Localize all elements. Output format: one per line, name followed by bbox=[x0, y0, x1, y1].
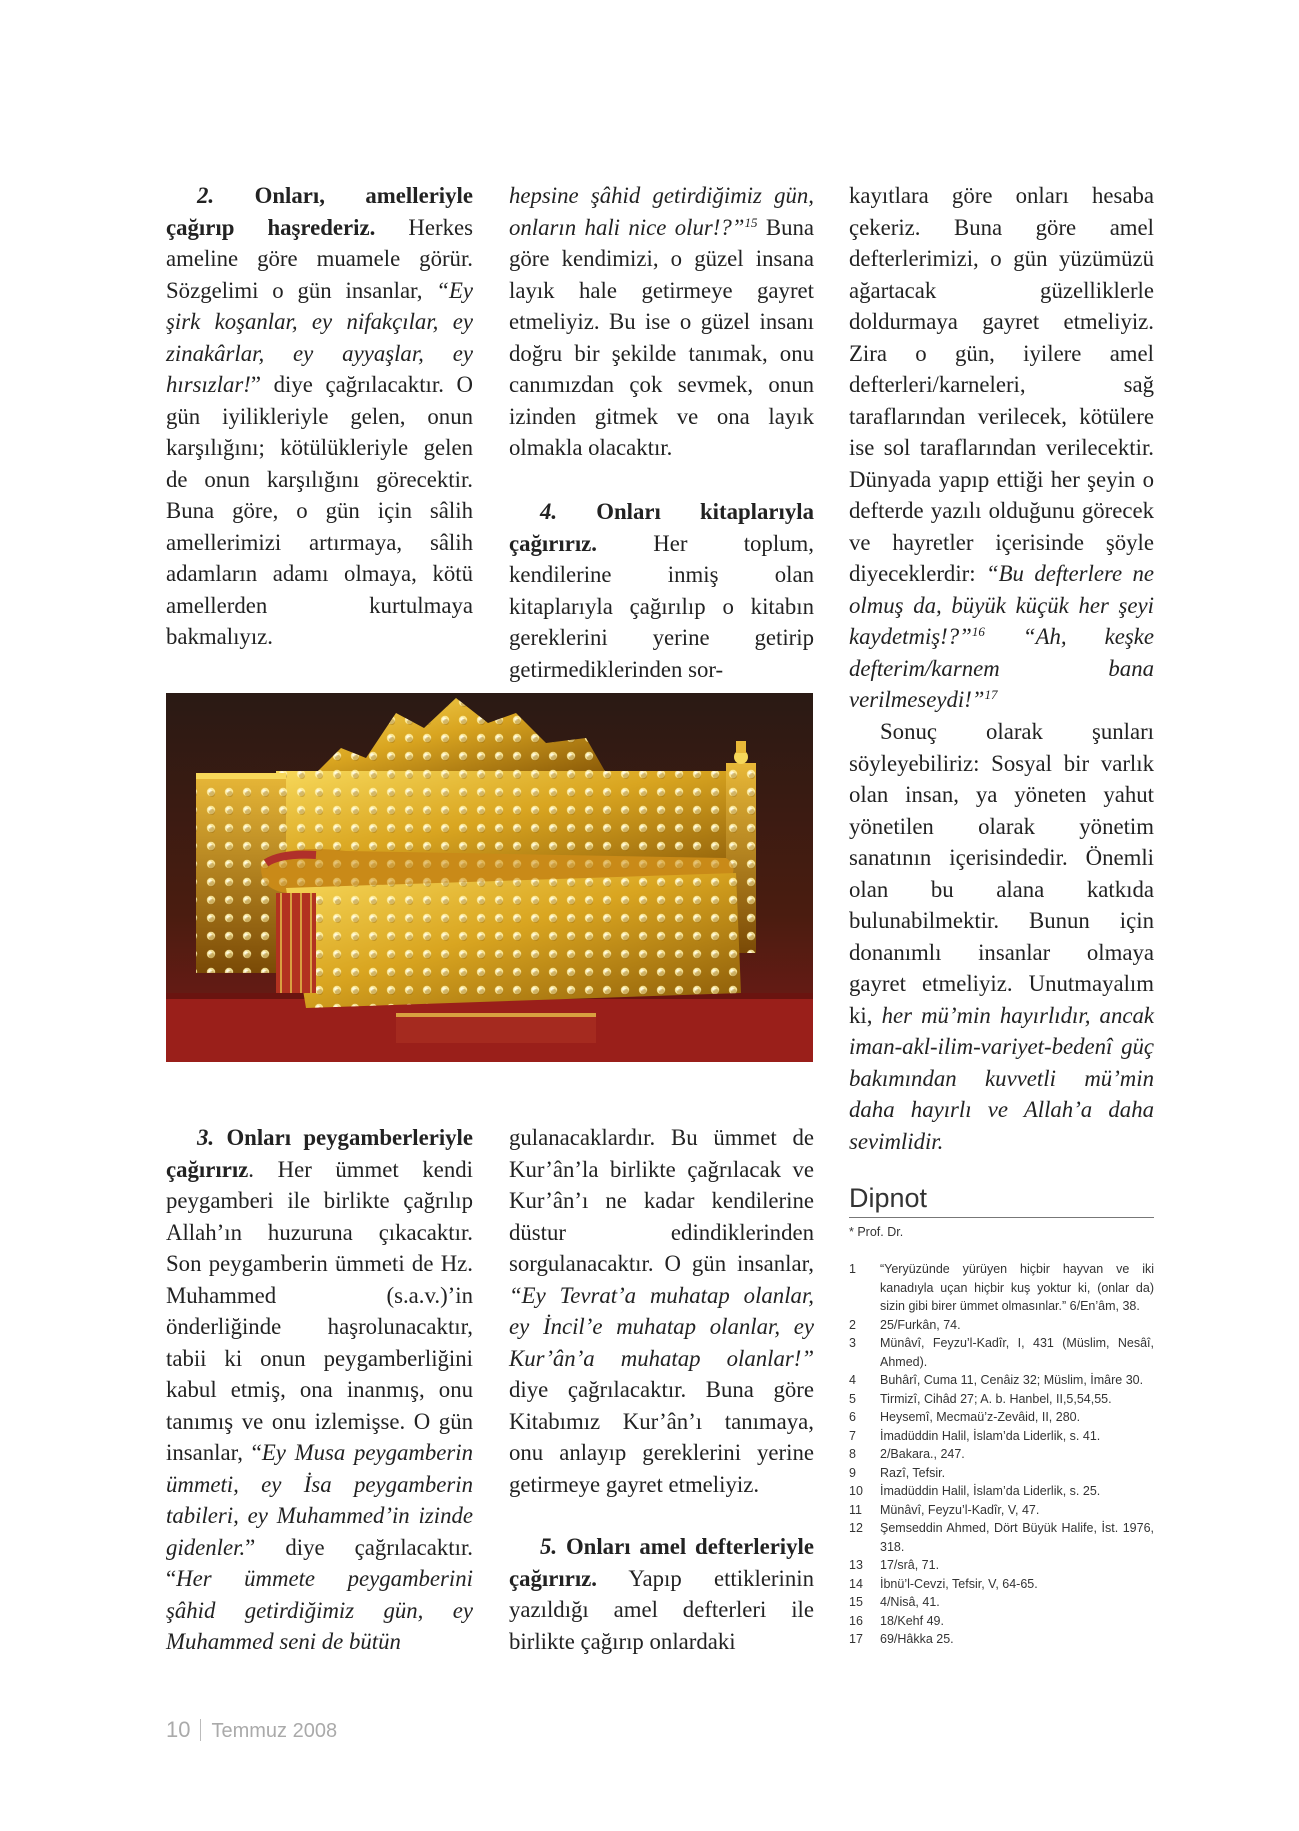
footnote-item bbox=[849, 1408, 1154, 1427]
section-2-quote: “Ey şirk koşanlar, ey nifakçılar, ey zinakârlar, ey ayyaşlar, ey hırsızlar! bbox=[166, 277, 473, 397]
footnote-item bbox=[849, 1501, 1154, 1520]
footnote-text: 2/Bakara., 247. bbox=[880, 1447, 965, 1461]
footnote-number: 7 bbox=[849, 1428, 856, 1443]
footnote-text: 25/Furkân, 74. bbox=[880, 1317, 961, 1332]
section-2 bbox=[166, 180, 473, 653]
section-4-text: Her toplum, kendilerine inmiş olan kitaplarıyla çağırılıp o kitabın gereklerini yerine getirip getirmediklerinden sor- bbox=[509, 530, 814, 682]
footnote-item bbox=[849, 1334, 1154, 1371]
footnote-number: 14 bbox=[849, 1576, 863, 1591]
col2-bottom-text-1: gulanacaklardır. Bu ümmet de Kur’ân’la birlikte çağrılacak ve Kur’ân’ı ne kadar kendilerine düstur edindiklerinden sorgulanacaktır. O gün insanlar, bbox=[509, 1125, 814, 1276]
issue-date: Temmuz 2008 bbox=[211, 1720, 338, 1742]
col2-bottom-paragraph bbox=[509, 1122, 814, 1500]
page-footer bbox=[166, 1717, 337, 1743]
footnote-text: 69/Hâkka 25. bbox=[880, 1632, 954, 1646]
footnote-text: Tirmizî, Cihâd 27; A. b. Hanbel, II,5,54,55. bbox=[880, 1391, 1112, 1406]
footnote-number: 17 bbox=[849, 1632, 863, 1646]
footnote-number: 3 bbox=[849, 1336, 856, 1350]
footnote-ref-16: 16 bbox=[971, 624, 985, 639]
section-5-number: 5. bbox=[540, 1534, 558, 1559]
footnote-text: İmadüddin Halil, İslam’da Liderlik, s. 25. bbox=[880, 1484, 1101, 1498]
footnote-item bbox=[849, 1593, 1154, 1612]
footnote-number: 5 bbox=[849, 1391, 856, 1406]
section-3-text-2: ” diye çağrılacaktır. “ bbox=[166, 1534, 473, 1591]
section-5-heading: Onları amel defterleriyle çağırırız. bbox=[509, 1534, 814, 1591]
golden-throne-photo bbox=[166, 693, 813, 1062]
footnote-text: Razî, Tefsir. bbox=[880, 1465, 946, 1480]
dipnot-rule bbox=[849, 1217, 1154, 1218]
dipnot-title: Dipnot bbox=[849, 1183, 928, 1213]
section-3-heading: Onları peygamberleriyle çağırırız bbox=[166, 1125, 474, 1182]
section-2-text-1: Herkes ameline göre muamele görür. Sözgelimi o gün insanlar, bbox=[166, 214, 473, 303]
section-5 bbox=[509, 1531, 814, 1657]
section-4 bbox=[509, 496, 814, 685]
footnote-number: 9 bbox=[849, 1465, 856, 1480]
col3-quote-2: “Ah, keşke defterim/karnem bana verilmeseydi!” bbox=[849, 624, 1154, 712]
col2-text-1: Buna göre kendimizi, o güzel insana layık hale getirmeye gayret etmeliyiz. Bu ise o güzel insanı doğru bir şekilde tanımak, onu canımızdan çok sevmek, onun izinden gitmek ve ona layık olmakla olacaktır. bbox=[509, 214, 814, 460]
section-3-quote-2: Her ümmete peygamberini şâhid getirdiğimiz gün, ey Muhammed seni de bütün bbox=[166, 1566, 473, 1654]
footer-divider bbox=[200, 1719, 201, 1741]
section-4-number: 4. bbox=[540, 499, 558, 524]
footnote-item bbox=[849, 1316, 1154, 1335]
conclusion-quote: her mü’min hayırlıdır, ancak iman-akl-ilim-variyet-bedenî güç bakımından kuvvetli mü’min daha hayırlı ve Allah’a daha sevimlidir. bbox=[849, 1002, 1154, 1154]
conclusion-text: Sonuç olarak şunları söyleyebiliriz: Sosyal bir varlık olan insan, ya yöneten yahut yönetilen olarak yönetim sanatının içerisindedir. Önemli olan bu alana katkıda bulunabilmektir. Bunun için donanımlı insanlar olmaya gayret etmeliyiz. Unutmayalım ki, bbox=[849, 719, 1154, 1028]
footnote-item bbox=[849, 1260, 1154, 1316]
footnote-item bbox=[849, 1630, 1154, 1649]
footnote-number: 1 bbox=[849, 1262, 856, 1276]
section-2-heading: Onları, amelleriyle çağırıp haşrederiz. bbox=[166, 183, 473, 240]
col2-top-paragraph bbox=[509, 180, 814, 464]
footnote-number: 2 bbox=[849, 1317, 856, 1332]
footnote-item bbox=[849, 1427, 1154, 1446]
footnote-text: 18/Kehf 49. bbox=[880, 1613, 944, 1628]
footnote-text: “Yeryüzünde yürüyen hiçbir hayvan ve iki kanadıyla uçan hiçbir kuş yoktur ki, (onlar da) sizin gibi birer ümmet olmasınlar.” 6/En’âm, 38. bbox=[880, 1262, 1154, 1313]
footnote-text: Şemseddin Ahmed, Dört Büyük Halife, İst. 1976, 318. bbox=[880, 1521, 1154, 1554]
section-3-quote-1: Ey Musa peygamberin ümmeti, ey İsa peygamberin tabileri, ey Muhammed’in izinde gidenler. bbox=[166, 1440, 473, 1560]
footnote-number: 11 bbox=[849, 1502, 862, 1517]
footnote-item bbox=[849, 1612, 1154, 1631]
footnote-number: 6 bbox=[849, 1410, 856, 1424]
footnote-text: İmadüddin Halil, İslam’da Liderlik, s. 41. bbox=[880, 1428, 1101, 1443]
col3-top-paragraph bbox=[849, 180, 1154, 716]
footnote-text: Heysemî, Mecmaü’z-Zevâid, II, 280. bbox=[880, 1410, 1081, 1424]
section-3 bbox=[166, 1122, 473, 1658]
footnote-number: 13 bbox=[849, 1558, 863, 1572]
section-3-number: 3. bbox=[197, 1125, 215, 1150]
footnote-number: 12 bbox=[849, 1521, 863, 1535]
col3-quote-1: “Bu defterlere ne olmuş da, büyük küçük her şeyi kaydetmiş!?” bbox=[849, 561, 1154, 649]
footnote-text: Münâvî, Feyzu’l-Kadîr, V, 47. bbox=[880, 1502, 1040, 1517]
footnote-text: İbnü’l-Cevzi, Tefsir, V, 64-65. bbox=[880, 1576, 1038, 1591]
section-2-number: 2. bbox=[197, 183, 215, 208]
footnote-list bbox=[849, 1260, 1154, 1649]
footnote-item bbox=[849, 1464, 1154, 1483]
footnote-number: 10 bbox=[849, 1484, 863, 1498]
footnote-number: 4 bbox=[849, 1373, 856, 1387]
footnote-item bbox=[849, 1556, 1154, 1575]
footnote-item bbox=[849, 1445, 1154, 1464]
footnote-item bbox=[849, 1390, 1154, 1409]
col2-bottom-text-2: diye çağrılacaktır. Buna göre Kitabımız Kur’ân’ı tanımaya, onu anlayıp gereklerini yerine getirmeye gayret etmeliyiz. bbox=[509, 1377, 814, 1497]
footnote-number: 16 bbox=[849, 1613, 863, 1628]
section-2-text-2: ” diye çağrılacaktır. O gün iyilikleriyle gelen, onun karşılığını; kötülükleriyle gelen de onun karşılığını görecektir. Buna göre, o gün için sâlih amellerimizi artırmaya, sâlih adamların adamı olmaya, kötü amellerden kurtulmaya bakmalıyız. bbox=[166, 372, 473, 649]
footnote-item bbox=[849, 1371, 1154, 1390]
col2-quote: hepsine şâhid getirdiğimiz gün, onların hali nice olur!?” bbox=[509, 183, 814, 240]
footnote-text: Buhârî, Cuma 11, Cenâiz 32; Müslim, İmâre 30. bbox=[880, 1373, 1144, 1387]
footnote-item bbox=[849, 1519, 1154, 1556]
footnote-ref-15: 15 bbox=[744, 214, 758, 230]
footnote-item bbox=[849, 1575, 1154, 1594]
footnote-number: 8 bbox=[849, 1447, 856, 1461]
col2-bottom-quote: “Ey Tevrat’a muhatap olanlar, ey İncil’e muhatap olanlar, ey Kur’ân’a muhatap olanlar!” bbox=[509, 1282, 814, 1371]
footnote-text: 17/srâ, 71. bbox=[880, 1558, 940, 1572]
section-4-heading: Onları kitaplarıyla çağırırız. bbox=[509, 499, 815, 556]
page-number: 10 bbox=[166, 1717, 191, 1742]
section-3-text-1: . Her ümmet kendi peygamberi ile birlikte çağrılıp Allah’ın huzuruna çıkacaktır. Son peygamberin ümmeti de Hz. Muhammed (s.a.v.)’in önderliğinde haşrolunacaktır, tabii ki onun peygamberliğini kabul etmiş, ona inanmış, onu tanımış ve onu izlemişse. O gün insanlar, “ bbox=[166, 1156, 473, 1465]
col3-text-1: kayıtlara göre onları hesaba çekeriz. Buna göre amel defterlerimizi, o gün yüzümüzü ağartacak güzelliklerle doldurmaya gayret etmeliyiz. Zira o gün, iyilere amel defterleri/karneleri, sağ taraflarından verilecek, kötülere ise sol taraflarından verilecektir. Dünyada yapıp ettiği her şeyin o defterde yazılı olduğunu görecek ve hayretler içerisinde şöyle diyeceklerdir: bbox=[849, 183, 1154, 586]
throne-illustration bbox=[166, 693, 813, 1062]
section-5-text: Yapıp ettiklerinin yazıldığı amel defterleri ile birlikte çağırıp onlardaki bbox=[509, 1565, 814, 1654]
footnote-text: 4/Nisâ, 41. bbox=[880, 1595, 940, 1609]
author-note: * Prof. Dr. bbox=[849, 1225, 904, 1239]
conclusion-paragraph bbox=[849, 716, 1154, 1157]
footnote-ref-17: 17 bbox=[984, 687, 998, 702]
footnote-item bbox=[849, 1482, 1154, 1501]
footnote-number: 15 bbox=[849, 1595, 863, 1609]
footnote-text: Münâvî, Feyzu’l-Kadîr, I, 431 (Müslim, Nesâî, Ahmed). bbox=[880, 1336, 1154, 1369]
